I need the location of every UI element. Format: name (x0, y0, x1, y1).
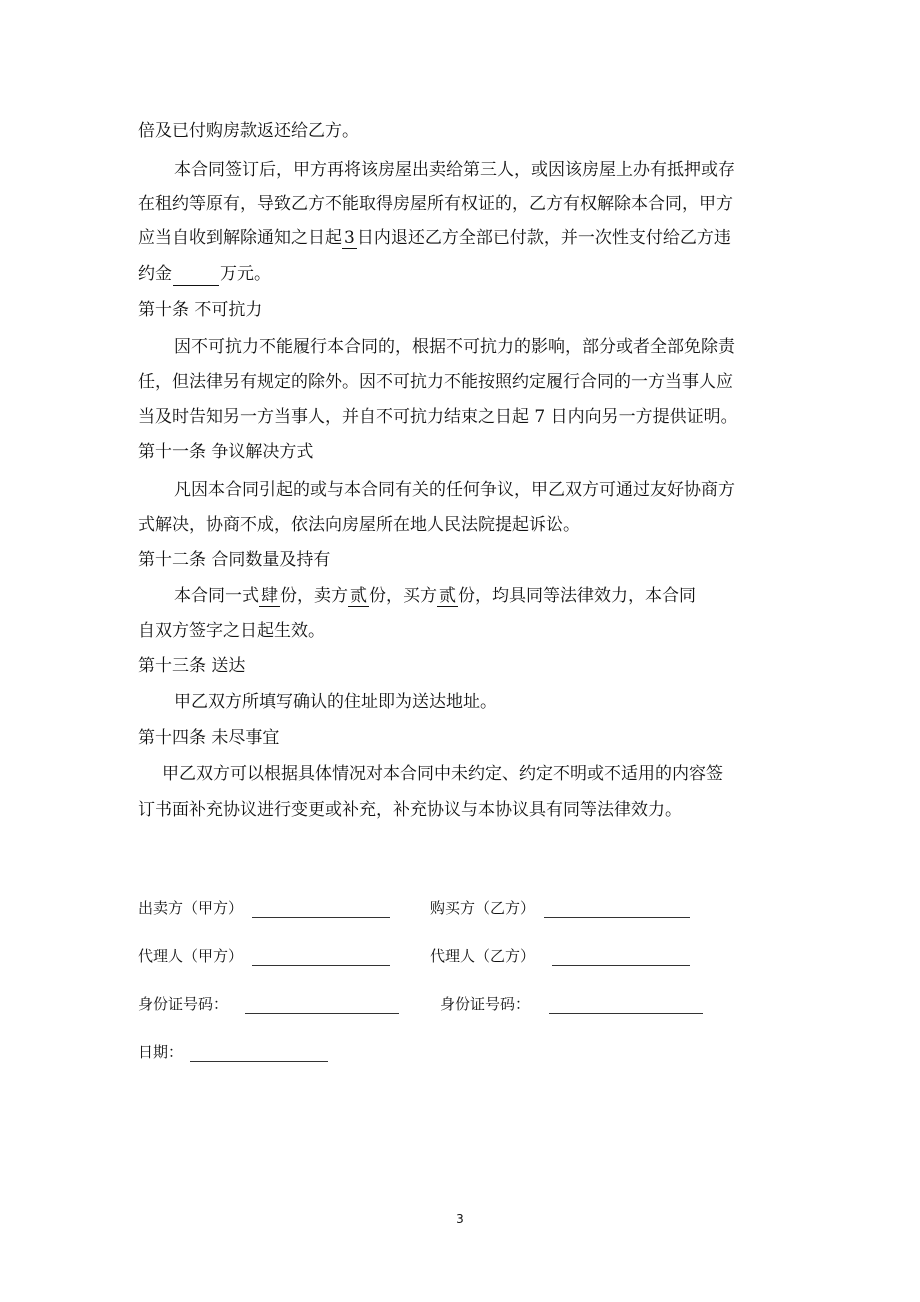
agent-b-signature-row (430, 946, 690, 966)
paragraph-line: 任，但法律另有规定的除外。因不可抗力不能按照约定履行合同的一方当事人应 (138, 372, 733, 392)
id-a-row (138, 994, 399, 1014)
seller-signature-field[interactable] (252, 901, 390, 918)
article-10-title: 第十条 不可抗力 (138, 300, 263, 320)
seller-signature-row (138, 898, 390, 918)
id-b-field[interactable] (549, 997, 703, 1014)
paragraph-line (174, 584, 696, 608)
text-segment: 应当自收到解除通知之日起 (138, 228, 342, 248)
date-label: 日期： (138, 1043, 184, 1061)
agent-a-signature-field[interactable] (252, 949, 390, 966)
penalty-amount-blank (173, 267, 219, 286)
paragraph-line: 甲乙双方可以根据具体情况对本合同中未约定、约定不明或不适用的内容签 (162, 764, 723, 784)
agent-b-label: 代理人（乙方） (430, 947, 536, 965)
agent-a-label: 代理人（甲方） (138, 947, 244, 965)
paragraph-line (138, 226, 731, 250)
copies-seller-value: 贰 (350, 586, 367, 606)
text-segment: 份，卖方 (280, 586, 348, 606)
id-b-label: 身份证号码： (440, 995, 531, 1013)
agent-b-signature-field[interactable] (552, 949, 690, 966)
id-a-field[interactable] (245, 997, 399, 1014)
paragraph-line: 自双方签字之日起生效。 (138, 621, 325, 641)
text-segment: 份，买方 (369, 586, 437, 606)
paragraph-line: 倍及已付购房款返还给乙方。 (138, 121, 359, 141)
agent-a-signature-row (138, 946, 390, 966)
paragraph-line: 订书面补充协议进行变更或补充，补充协议与本协议具有同等法律效力。 (138, 800, 682, 820)
paragraph-line: 本合同签订后，甲方再将该房屋出卖给第三人，或因该房屋上办有抵押或存 (174, 160, 735, 180)
paragraph-line: 因不可抗力不能履行本合同的，根据不可抗力的影响，部分或者全部免除责 (174, 337, 735, 357)
text-segment: 本合同一式 (174, 586, 259, 606)
buyer-signature-row (430, 898, 690, 918)
article-11-title: 第十一条 争议解决方式 (138, 442, 314, 462)
date-field[interactable] (190, 1045, 328, 1062)
paragraph-line: 在租约等原有，导致乙方不能取得房屋所有权证的，乙方有权解除本合同，甲方 (138, 194, 733, 214)
page-number: 3 (456, 1212, 464, 1226)
article-13-title: 第十三条 送达 (138, 656, 246, 676)
paragraph-line: 凡因本合同引起的或与本合同有关的任何争议，甲乙双方可通过友好协商方 (174, 480, 735, 500)
article-14-title: 第十四条 未尽事宜 (138, 728, 280, 748)
article-12-title: 第十二条 合同数量及持有 (138, 550, 331, 570)
copies-buyer-value: 贰 (439, 586, 456, 606)
text-segment: 万元。 (220, 264, 271, 284)
id-a-label: 身份证号码： (138, 995, 229, 1013)
paragraph-line: 当及时告知另一方当事人，并自不可抗力结束之日起 7 日内向另一方提供证明。 (138, 407, 738, 427)
paragraph-line (138, 262, 271, 286)
paragraph-line: 式解决，协商不成，依法向房屋所在地人民法院提起诉讼。 (138, 515, 580, 535)
id-b-row (440, 994, 703, 1014)
days-value: 3 (344, 228, 355, 248)
copies-total-value: 肆 (261, 586, 278, 606)
text-segment: 份，均具同等法律效力，本合同 (458, 586, 696, 606)
text-segment: 约金 (138, 264, 172, 284)
paragraph-line: 甲乙双方所填写确认的住址即为送达地址。 (174, 692, 497, 712)
buyer-label: 购买方（乙方） (430, 899, 536, 917)
date-row (138, 1042, 328, 1062)
text-segment: 日内退还乙方全部已付款，并一次性支付给乙方违 (356, 228, 731, 248)
buyer-signature-field[interactable] (544, 901, 690, 918)
seller-label: 出卖方（甲方） (138, 899, 244, 917)
